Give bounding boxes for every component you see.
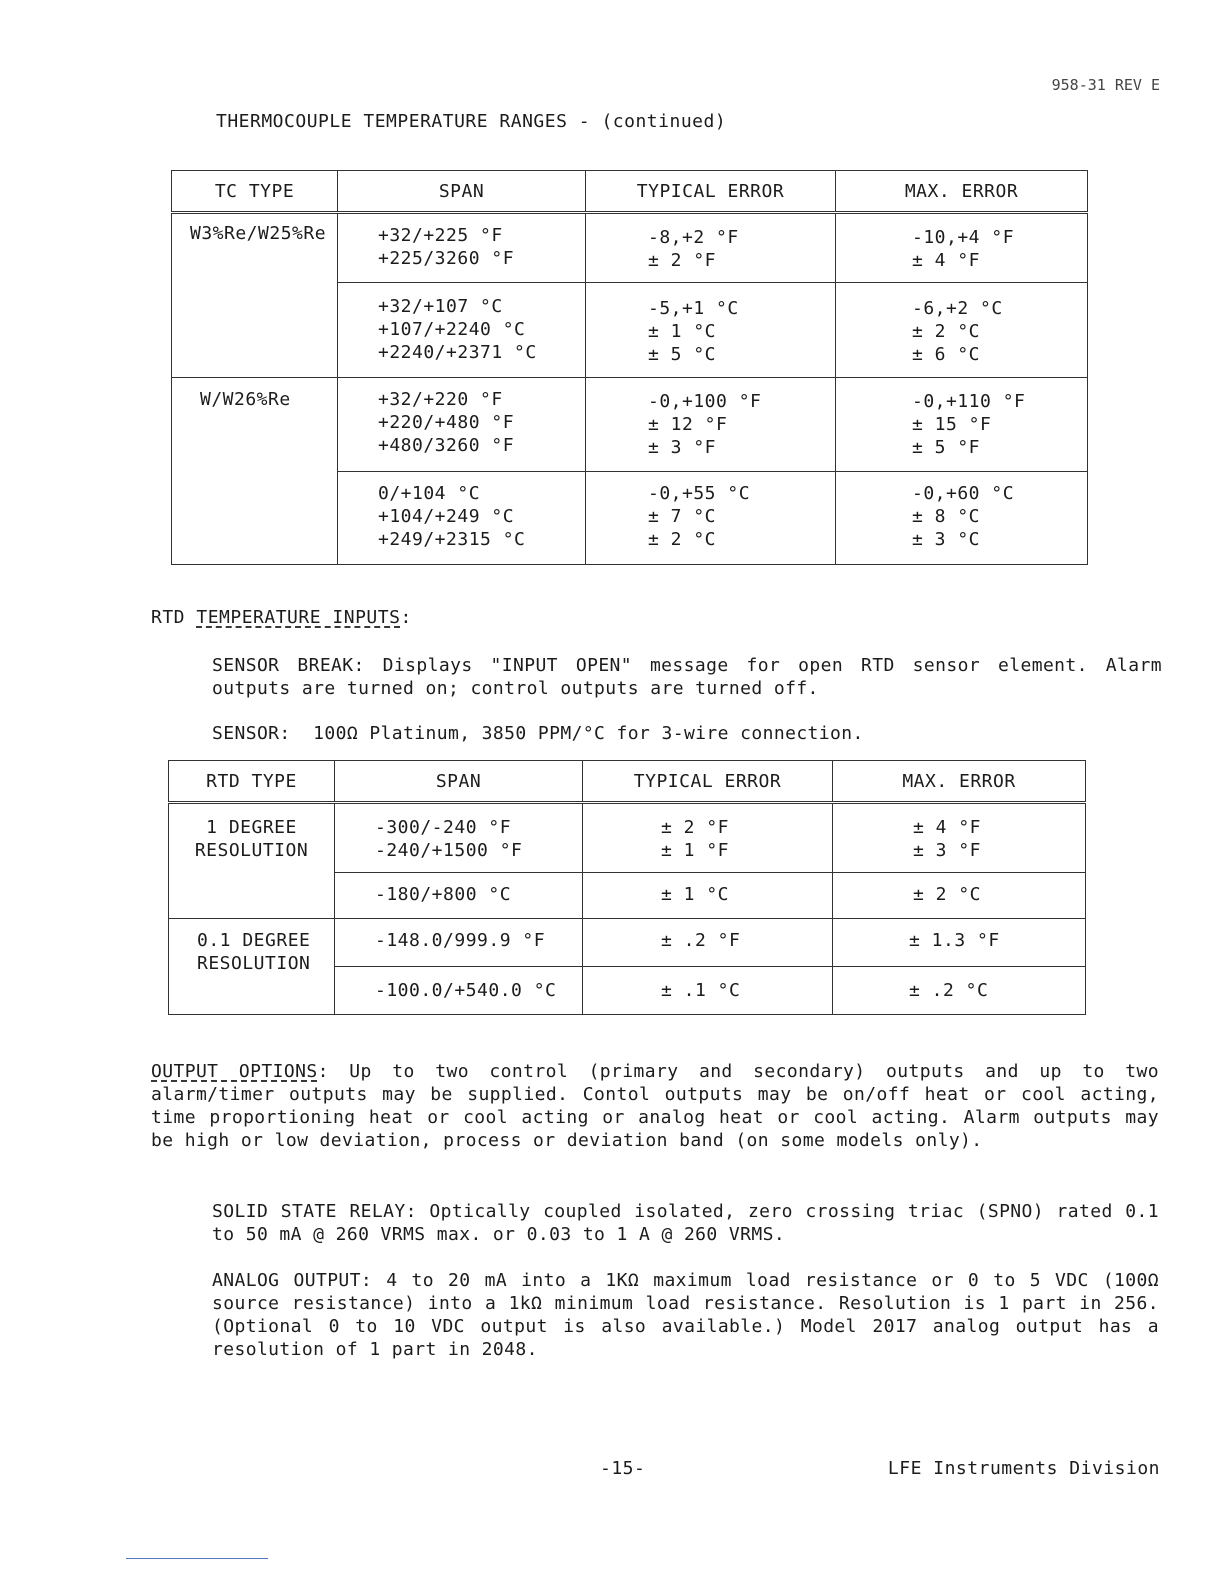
span-cell: +32/+220 °F +220/+480 °F +480/3260 °F <box>338 378 586 472</box>
sensor-paragraph: SENSOR: 100Ω Platinum, 3850 PPM/°C for 3-wire connection. <box>212 723 864 744</box>
typical-error-cell: ± 2 °F ± 1 °F <box>583 803 833 873</box>
max-error-cell: ± 4 °F ± 3 °F <box>833 803 1086 873</box>
max-error-cell: ± .2 °C <box>833 967 1086 1015</box>
typical-error-cell: -0,+55 °C ± 7 °C ± 2 °C <box>586 472 836 565</box>
table-row <box>172 213 1088 283</box>
span-cell: 0/+104 °C +104/+249 °C +249/+2315 °C <box>338 472 586 565</box>
typical-error-cell: -8,+2 °F ± 2 °F <box>586 213 836 283</box>
table-row <box>172 378 1088 472</box>
column-header: SPAN <box>338 171 586 213</box>
max-error-cell: -0,+110 °F ± 15 °F ± 5 °F <box>836 378 1088 472</box>
footer-organization: LFE Instruments Division <box>887 1458 1160 1479</box>
column-header: MAX. ERROR <box>836 171 1088 213</box>
typical-error-cell: ± .1 °C <box>583 967 833 1015</box>
span-cell: -300/-240 °F -240/+1500 °F <box>335 803 583 873</box>
tc-type-cell: W/W26%Re <box>172 378 338 565</box>
column-header: TC TYPE <box>172 171 338 213</box>
thermocouple-range-table <box>171 170 1088 565</box>
column-header: MAX. ERROR <box>833 761 1086 803</box>
typical-error-cell: -5,+1 °C ± 1 °C ± 5 °C <box>586 283 836 378</box>
max-error-cell: ± 1.3 °F <box>833 919 1086 967</box>
max-error-cell: ± 2 °C <box>833 873 1086 919</box>
page-number: -15- <box>600 1458 646 1479</box>
typical-error-cell: ± 1 °C <box>583 873 833 919</box>
span-cell: -180/+800 °C <box>335 873 583 919</box>
max-error-cell: -10,+4 °F ± 4 °F <box>836 213 1088 283</box>
column-header: RTD TYPE <box>169 761 335 803</box>
span-cell: -100.0/+540.0 °C <box>335 967 583 1015</box>
table-header-row <box>172 171 1088 213</box>
span-cell: -148.0/999.9 °F <box>335 919 583 967</box>
column-header: TYPICAL ERROR <box>586 171 836 213</box>
rtd-type-cell: 0.1 DEGREE RESOLUTION <box>169 919 335 1015</box>
table-row <box>169 803 1086 873</box>
sensor-break-paragraph: SENSOR BREAK: Displays "INPUT OPEN" message for open RTD sensor element. Alarm outputs are turned on; control outputs are turned off. <box>212 655 1162 699</box>
output-options-paragraph <box>151 1060 1159 1152</box>
span-cell: +32/+107 °C +107/+2240 °C +2240/+2371 °C <box>338 283 586 378</box>
document-reference: 958-31 REV E <box>1051 76 1160 94</box>
output-options-text: : Up to two control (primary and secondary) outputs and up to two alarm/timer outputs may be supplied. Contol outputs may be on/off heat or cool acting, time proportioning heat or cool acting or analog heat or cool acting. Alarm outputs may be high or low deviation, process or deviation band (on some models only). <box>151 1061 1159 1151</box>
analog-output-paragraph: ANALOG OUTPUT: 4 to 20 mA into a 1KΩ maximum load resistance or 0 to 5 VDC (100Ω source resistance) into a 1kΩ minimum load resistance. Resolution is 1 part in 256. (Optional 0 to 10 VDC output is also available.) Model 2017 analog output has a resolution of 1 part in 2048. <box>212 1270 1159 1360</box>
column-header: TYPICAL ERROR <box>583 761 833 803</box>
table-header-row <box>169 761 1086 803</box>
solid-state-relay-paragraph: SOLID STATE RELAY: Optically coupled isolated, zero crossing triac (SPNO) rated 0.1 to 50 mA @ 260 VRMS max. or 0.03 to 1 A @ 260 VRMS. <box>212 1201 1159 1245</box>
typical-error-cell: -0,+100 °F ± 12 °F ± 3 °F <box>586 378 836 472</box>
column-header: SPAN <box>335 761 583 803</box>
thermocouple-heading: THERMOCOUPLE TEMPERATURE RANGES - (continued) <box>216 111 727 132</box>
rtd-range-table <box>168 760 1086 1015</box>
footer-rule <box>126 1558 268 1559</box>
table-row <box>169 919 1086 967</box>
max-error-cell: -6,+2 °C ± 2 °C ± 6 °C <box>836 283 1088 378</box>
tc-type-cell: W3%Re/W25%Re <box>172 213 338 378</box>
rtd-type-cell: 1 DEGREE RESOLUTION <box>169 803 335 919</box>
output-options-label: OUTPUT OPTIONS <box>151 1061 318 1082</box>
max-error-cell: -0,+60 °C ± 8 °C ± 3 °C <box>836 472 1088 565</box>
typical-error-cell: ± .2 °F <box>583 919 833 967</box>
rtd-heading: RTD TEMPERATURE INPUTS: <box>151 607 412 628</box>
span-cell: +32/+225 °F +225/3260 °F <box>338 213 586 283</box>
